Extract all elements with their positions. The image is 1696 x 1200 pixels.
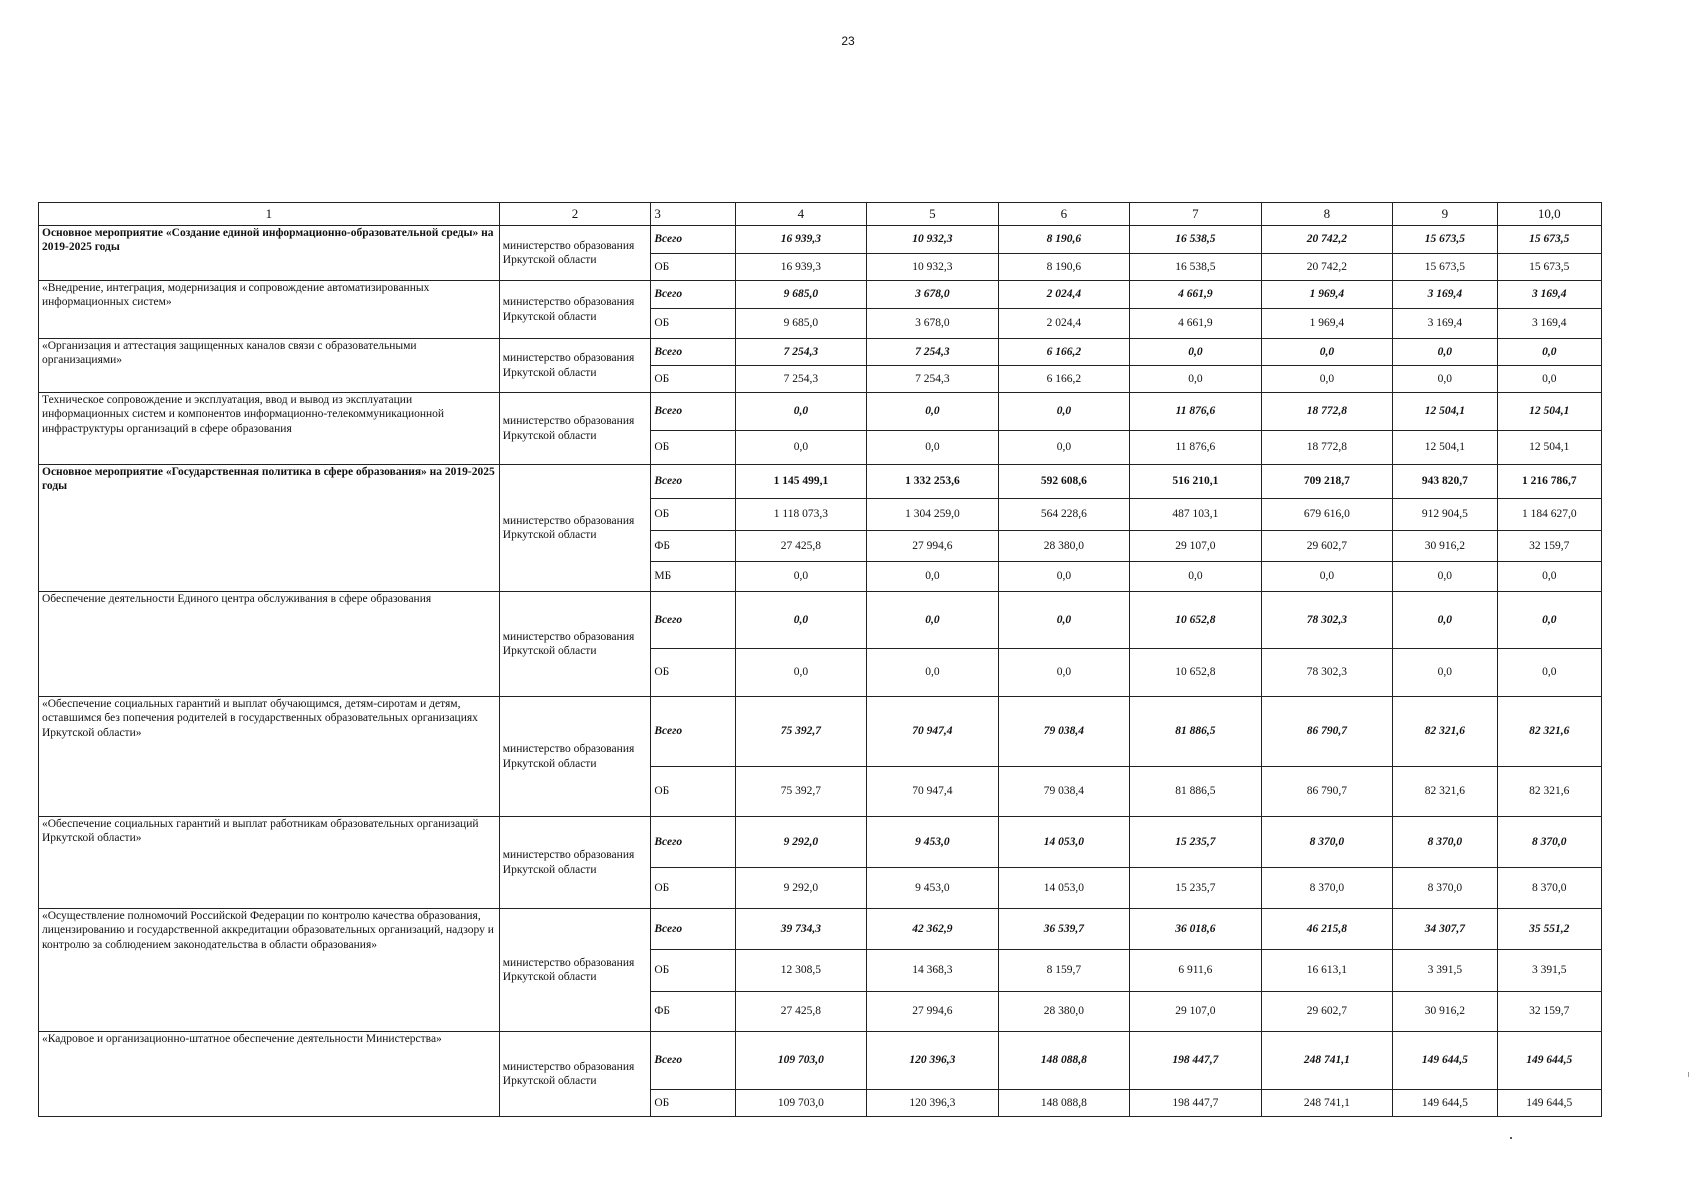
- value-cell: 1 969,4: [1261, 281, 1393, 309]
- value-cell: 0,0: [735, 393, 867, 431]
- value-cell: 29 602,7: [1261, 531, 1393, 562]
- value-cell: 27 994,6: [867, 992, 999, 1032]
- value-cell: 0,0: [1393, 562, 1497, 592]
- value-cell: 0,0: [1261, 562, 1393, 592]
- value-cell: 0,0: [1261, 366, 1393, 393]
- value-cell: 20 742,2: [1261, 226, 1393, 254]
- funding-source: ОБ: [651, 309, 735, 339]
- funding-source: ОБ: [651, 254, 735, 281]
- value-cell: 8 370,0: [1497, 817, 1601, 868]
- value-cell: 6 166,2: [998, 339, 1130, 366]
- value-cell: 81 886,5: [1130, 767, 1262, 817]
- value-cell: 15 235,7: [1130, 868, 1262, 909]
- value-cell: 7 254,3: [735, 366, 867, 393]
- table-row: [39, 281, 1602, 309]
- value-cell: 32 159,7: [1497, 992, 1601, 1032]
- value-cell: 14 053,0: [998, 868, 1130, 909]
- value-cell: 27 994,6: [867, 531, 999, 562]
- header-cell: 9: [1393, 203, 1497, 226]
- value-cell: 29 602,7: [1261, 992, 1393, 1032]
- funding-source: ОБ: [651, 950, 735, 992]
- funding-source: ОБ: [651, 499, 735, 531]
- value-cell: 3 391,5: [1393, 950, 1497, 992]
- header-cell: 7: [1130, 203, 1262, 226]
- funding-source: Всего: [651, 339, 735, 366]
- page-number: 23: [841, 34, 855, 48]
- value-cell: 6 911,6: [1130, 950, 1262, 992]
- table-row: [39, 465, 1602, 499]
- value-cell: 36 539,7: [998, 909, 1130, 950]
- value-cell: 28 380,0: [998, 992, 1130, 1032]
- executor: министерство образования Иркутской области: [499, 393, 651, 465]
- value-cell: 12 504,1: [1393, 393, 1497, 431]
- header-cell: 6: [998, 203, 1130, 226]
- value-cell: 120 396,3: [867, 1090, 999, 1117]
- value-cell: 18 772,8: [1261, 393, 1393, 431]
- value-cell: 120 396,3: [867, 1032, 999, 1090]
- value-cell: 8 190,6: [998, 254, 1130, 281]
- value-cell: 0,0: [867, 649, 999, 697]
- value-cell: 9 292,0: [735, 817, 867, 868]
- value-cell: 149 644,5: [1497, 1032, 1601, 1090]
- value-cell: 709 218,7: [1261, 465, 1393, 499]
- value-cell: 86 790,7: [1261, 697, 1393, 767]
- value-cell: 36 018,6: [1130, 909, 1262, 950]
- value-cell: 198 447,7: [1130, 1032, 1262, 1090]
- funding-source: Всего: [651, 592, 735, 649]
- value-cell: 149 644,5: [1393, 1032, 1497, 1090]
- value-cell: 3 391,5: [1497, 950, 1601, 992]
- value-cell: 1 118 073,3: [735, 499, 867, 531]
- value-cell: 8 370,0: [1393, 817, 1497, 868]
- table-row: [39, 339, 1602, 366]
- value-cell: 15 673,5: [1497, 254, 1601, 281]
- activity-name: «Обеспечение социальных гарантий и выплат работникам образовательных организаций Иркутской области»: [39, 817, 500, 909]
- value-cell: 9 453,0: [867, 868, 999, 909]
- value-cell: 0,0: [867, 562, 999, 592]
- value-cell: 34 307,7: [1393, 909, 1497, 950]
- value-cell: 0,0: [998, 562, 1130, 592]
- activity-name: «Осуществление полномочий Российской Федерации по контролю качества образования, лицензированию и государственной аккредитации образовательных организаций, надзору и контролю за соблюдением законодательства в области образования»: [39, 909, 500, 1032]
- value-cell: 30 916,2: [1393, 531, 1497, 562]
- table-row: [39, 393, 1602, 431]
- value-cell: 8 370,0: [1497, 868, 1601, 909]
- value-cell: 82 321,6: [1393, 697, 1497, 767]
- header-cell: 3: [651, 203, 735, 226]
- funding-source: Всего: [651, 1032, 735, 1090]
- funding-source: ОБ: [651, 431, 735, 465]
- value-cell: 109 703,0: [735, 1090, 867, 1117]
- value-cell: 10 652,8: [1130, 649, 1262, 697]
- value-cell: 0,0: [1393, 649, 1497, 697]
- value-cell: 30 916,2: [1393, 992, 1497, 1032]
- value-cell: 82 321,6: [1497, 697, 1601, 767]
- value-cell: 16 613,1: [1261, 950, 1393, 992]
- value-cell: 0,0: [735, 562, 867, 592]
- value-cell: 14 368,3: [867, 950, 999, 992]
- table-row: [39, 226, 1602, 254]
- activity-name: Основное мероприятие «Создание единой информационно-образовательной среды» на 2019-2025 годы: [39, 226, 500, 281]
- value-cell: 79 038,4: [998, 767, 1130, 817]
- value-cell: 3 169,4: [1497, 309, 1601, 339]
- value-cell: 9 453,0: [867, 817, 999, 868]
- executor: министерство образования Иркутской области: [499, 1032, 651, 1117]
- budget-table: [38, 202, 1602, 1117]
- value-cell: 27 425,8: [735, 531, 867, 562]
- value-cell: 0,0: [1393, 339, 1497, 366]
- value-cell: 16 939,3: [735, 226, 867, 254]
- funding-source: ОБ: [651, 868, 735, 909]
- value-cell: 0,0: [867, 393, 999, 431]
- funding-source: ОБ: [651, 649, 735, 697]
- value-cell: 248 741,1: [1261, 1032, 1393, 1090]
- value-cell: 0,0: [1393, 592, 1497, 649]
- value-cell: 78 302,3: [1261, 592, 1393, 649]
- value-cell: 82 321,6: [1497, 767, 1601, 817]
- value-cell: 28 380,0: [998, 531, 1130, 562]
- value-cell: 79 038,4: [998, 697, 1130, 767]
- value-cell: 16 939,3: [735, 254, 867, 281]
- value-cell: 148 088,8: [998, 1032, 1130, 1090]
- value-cell: 7 254,3: [735, 339, 867, 366]
- funding-source: ФБ: [651, 531, 735, 562]
- value-cell: 248 741,1: [1261, 1090, 1393, 1117]
- value-cell: 81 886,5: [1130, 697, 1262, 767]
- value-cell: 0,0: [998, 649, 1130, 697]
- funding-source: ОБ: [651, 767, 735, 817]
- value-cell: 78 302,3: [1261, 649, 1393, 697]
- value-cell: 1 304 259,0: [867, 499, 999, 531]
- executor: министерство образования Иркутской области: [499, 817, 651, 909]
- value-cell: 75 392,7: [735, 767, 867, 817]
- executor: министерство образования Иркутской области: [499, 465, 651, 592]
- table-row: [39, 909, 1602, 950]
- executor: министерство образования Иркутской области: [499, 592, 651, 697]
- activity-name: Основное мероприятие «Государственная политика в сфере образования» на 2019-2025 годы: [39, 465, 500, 592]
- value-cell: 487 103,1: [1130, 499, 1262, 531]
- value-cell: 564 228,6: [998, 499, 1130, 531]
- value-cell: 1 145 499,1: [735, 465, 867, 499]
- value-cell: 516 210,1: [1130, 465, 1262, 499]
- value-cell: 10 652,8: [1130, 592, 1262, 649]
- funding-source: Всего: [651, 909, 735, 950]
- value-cell: 3 169,4: [1393, 309, 1497, 339]
- header-cell: 1: [39, 203, 500, 226]
- value-cell: 0,0: [1130, 562, 1262, 592]
- value-cell: 11 876,6: [1130, 431, 1262, 465]
- value-cell: 0,0: [867, 592, 999, 649]
- value-cell: 0,0: [1130, 339, 1262, 366]
- value-cell: 8 370,0: [1261, 868, 1393, 909]
- value-cell: 82 321,6: [1393, 767, 1497, 817]
- value-cell: 1 969,4: [1261, 309, 1393, 339]
- value-cell: 8 190,6: [998, 226, 1130, 254]
- header-row: [39, 203, 1602, 226]
- value-cell: 0,0: [867, 431, 999, 465]
- value-cell: 0,0: [735, 649, 867, 697]
- value-cell: 1 216 786,7: [1497, 465, 1601, 499]
- header-cell: 10,0: [1497, 203, 1601, 226]
- value-cell: 10 932,3: [867, 254, 999, 281]
- funding-source: Всего: [651, 393, 735, 431]
- funding-source: Всего: [651, 697, 735, 767]
- value-cell: 14 053,0: [998, 817, 1130, 868]
- value-cell: 16 538,5: [1130, 254, 1262, 281]
- value-cell: 3 678,0: [867, 281, 999, 309]
- funding-source: Всего: [651, 465, 735, 499]
- value-cell: 0,0: [1130, 366, 1262, 393]
- table-row: [39, 697, 1602, 767]
- value-cell: 16 538,5: [1130, 226, 1262, 254]
- value-cell: 912 904,5: [1393, 499, 1497, 531]
- value-cell: 0,0: [998, 431, 1130, 465]
- value-cell: 75 392,7: [735, 697, 867, 767]
- table-row: [39, 592, 1602, 649]
- value-cell: 12 504,1: [1497, 393, 1601, 431]
- value-cell: 15 673,5: [1393, 254, 1497, 281]
- value-cell: 35 551,2: [1497, 909, 1601, 950]
- value-cell: 15 673,5: [1497, 226, 1601, 254]
- value-cell: 8 370,0: [1393, 868, 1497, 909]
- value-cell: 3 169,4: [1497, 281, 1601, 309]
- activity-name: «Обеспечение социальных гарантий и выплат обучающимся, детям-сиротам и детям, оставшимся без попечения родителей в государственных образовательных организациях Иркутской области»: [39, 697, 500, 817]
- value-cell: 39 734,3: [735, 909, 867, 950]
- value-cell: 4 661,9: [1130, 281, 1262, 309]
- value-cell: 943 820,7: [1393, 465, 1497, 499]
- value-cell: 8 370,0: [1261, 817, 1393, 868]
- activity-name: Обеспечение деятельности Единого центра обслуживания в сфере образования: [39, 592, 500, 697]
- funding-source: ФБ: [651, 992, 735, 1032]
- value-cell: 592 608,6: [998, 465, 1130, 499]
- value-cell: 1 332 253,6: [867, 465, 999, 499]
- activity-name: «Кадровое и организационно-штатное обеспечение деятельности Министерства»: [39, 1032, 500, 1117]
- executor: министерство образования Иркутской области: [499, 909, 651, 1032]
- header-cell: 8: [1261, 203, 1393, 226]
- value-cell: 15 673,5: [1393, 226, 1497, 254]
- funding-source: Всего: [651, 281, 735, 309]
- value-cell: 149 644,5: [1393, 1090, 1497, 1117]
- value-cell: 0,0: [1497, 366, 1601, 393]
- value-cell: 12 504,1: [1393, 431, 1497, 465]
- value-cell: 10 932,3: [867, 226, 999, 254]
- value-cell: 2 024,4: [998, 309, 1130, 339]
- executor: министерство образования Иркутской области: [499, 697, 651, 817]
- value-cell: 20 742,2: [1261, 254, 1393, 281]
- scan-speck: [1688, 1072, 1689, 1077]
- funding-source: Всего: [651, 817, 735, 868]
- value-cell: 0,0: [735, 431, 867, 465]
- value-cell: 4 661,9: [1130, 309, 1262, 339]
- value-cell: 0,0: [1261, 339, 1393, 366]
- value-cell: 42 362,9: [867, 909, 999, 950]
- value-cell: 0,0: [1497, 649, 1601, 697]
- value-cell: 46 215,8: [1261, 909, 1393, 950]
- value-cell: 3 678,0: [867, 309, 999, 339]
- value-cell: 11 876,6: [1130, 393, 1262, 431]
- value-cell: 679 616,0: [1261, 499, 1393, 531]
- value-cell: 29 107,0: [1130, 992, 1262, 1032]
- value-cell: 109 703,0: [735, 1032, 867, 1090]
- executor: министерство образования Иркутской области: [499, 281, 651, 339]
- value-cell: 198 447,7: [1130, 1090, 1262, 1117]
- value-cell: 8 159,7: [998, 950, 1130, 992]
- value-cell: 0,0: [1497, 562, 1601, 592]
- scan-speck: [1510, 1137, 1512, 1139]
- value-cell: 86 790,7: [1261, 767, 1393, 817]
- value-cell: 0,0: [1497, 592, 1601, 649]
- executor: министерство образования Иркутской области: [499, 226, 651, 281]
- value-cell: 3 169,4: [1393, 281, 1497, 309]
- funding-source: ОБ: [651, 366, 735, 393]
- header-cell: 4: [735, 203, 867, 226]
- value-cell: 149 644,5: [1497, 1090, 1601, 1117]
- value-cell: 7 254,3: [867, 366, 999, 393]
- value-cell: 29 107,0: [1130, 531, 1262, 562]
- value-cell: 0,0: [998, 393, 1130, 431]
- value-cell: 32 159,7: [1497, 531, 1601, 562]
- activity-name: Техническое сопровождение и эксплуатация, ввод и вывод из эксплуатации информационных систем и компонентов информационно-телекоммуникационной инфраструктуры организаций в сфере образования: [39, 393, 500, 465]
- value-cell: 0,0: [998, 592, 1130, 649]
- value-cell: 0,0: [1497, 339, 1601, 366]
- value-cell: 12 504,1: [1497, 431, 1601, 465]
- value-cell: 6 166,2: [998, 366, 1130, 393]
- activity-name: «Организация и аттестация защищенных каналов связи с образовательными организациями»: [39, 339, 500, 393]
- value-cell: 0,0: [735, 592, 867, 649]
- executor: министерство образования Иркутской области: [499, 339, 651, 393]
- value-cell: 15 235,7: [1130, 817, 1262, 868]
- value-cell: 70 947,4: [867, 697, 999, 767]
- table-row: [39, 817, 1602, 868]
- value-cell: 0,0: [1393, 366, 1497, 393]
- value-cell: 2 024,4: [998, 281, 1130, 309]
- value-cell: 9 685,0: [735, 309, 867, 339]
- value-cell: 12 308,5: [735, 950, 867, 992]
- table-row: [39, 1032, 1602, 1090]
- activity-name: «Внедрение, интеграция, модернизация и сопровождение автоматизированных информационных систем»: [39, 281, 500, 339]
- funding-source: МБ: [651, 562, 735, 592]
- header-cell: 5: [867, 203, 999, 226]
- funding-source: Всего: [651, 226, 735, 254]
- value-cell: 148 088,8: [998, 1090, 1130, 1117]
- value-cell: 9 685,0: [735, 281, 867, 309]
- value-cell: 27 425,8: [735, 992, 867, 1032]
- value-cell: 18 772,8: [1261, 431, 1393, 465]
- funding-source: ОБ: [651, 1090, 735, 1117]
- value-cell: 9 292,0: [735, 868, 867, 909]
- value-cell: 1 184 627,0: [1497, 499, 1601, 531]
- value-cell: 7 254,3: [867, 339, 999, 366]
- value-cell: 70 947,4: [867, 767, 999, 817]
- header-cell: 2: [499, 203, 651, 226]
